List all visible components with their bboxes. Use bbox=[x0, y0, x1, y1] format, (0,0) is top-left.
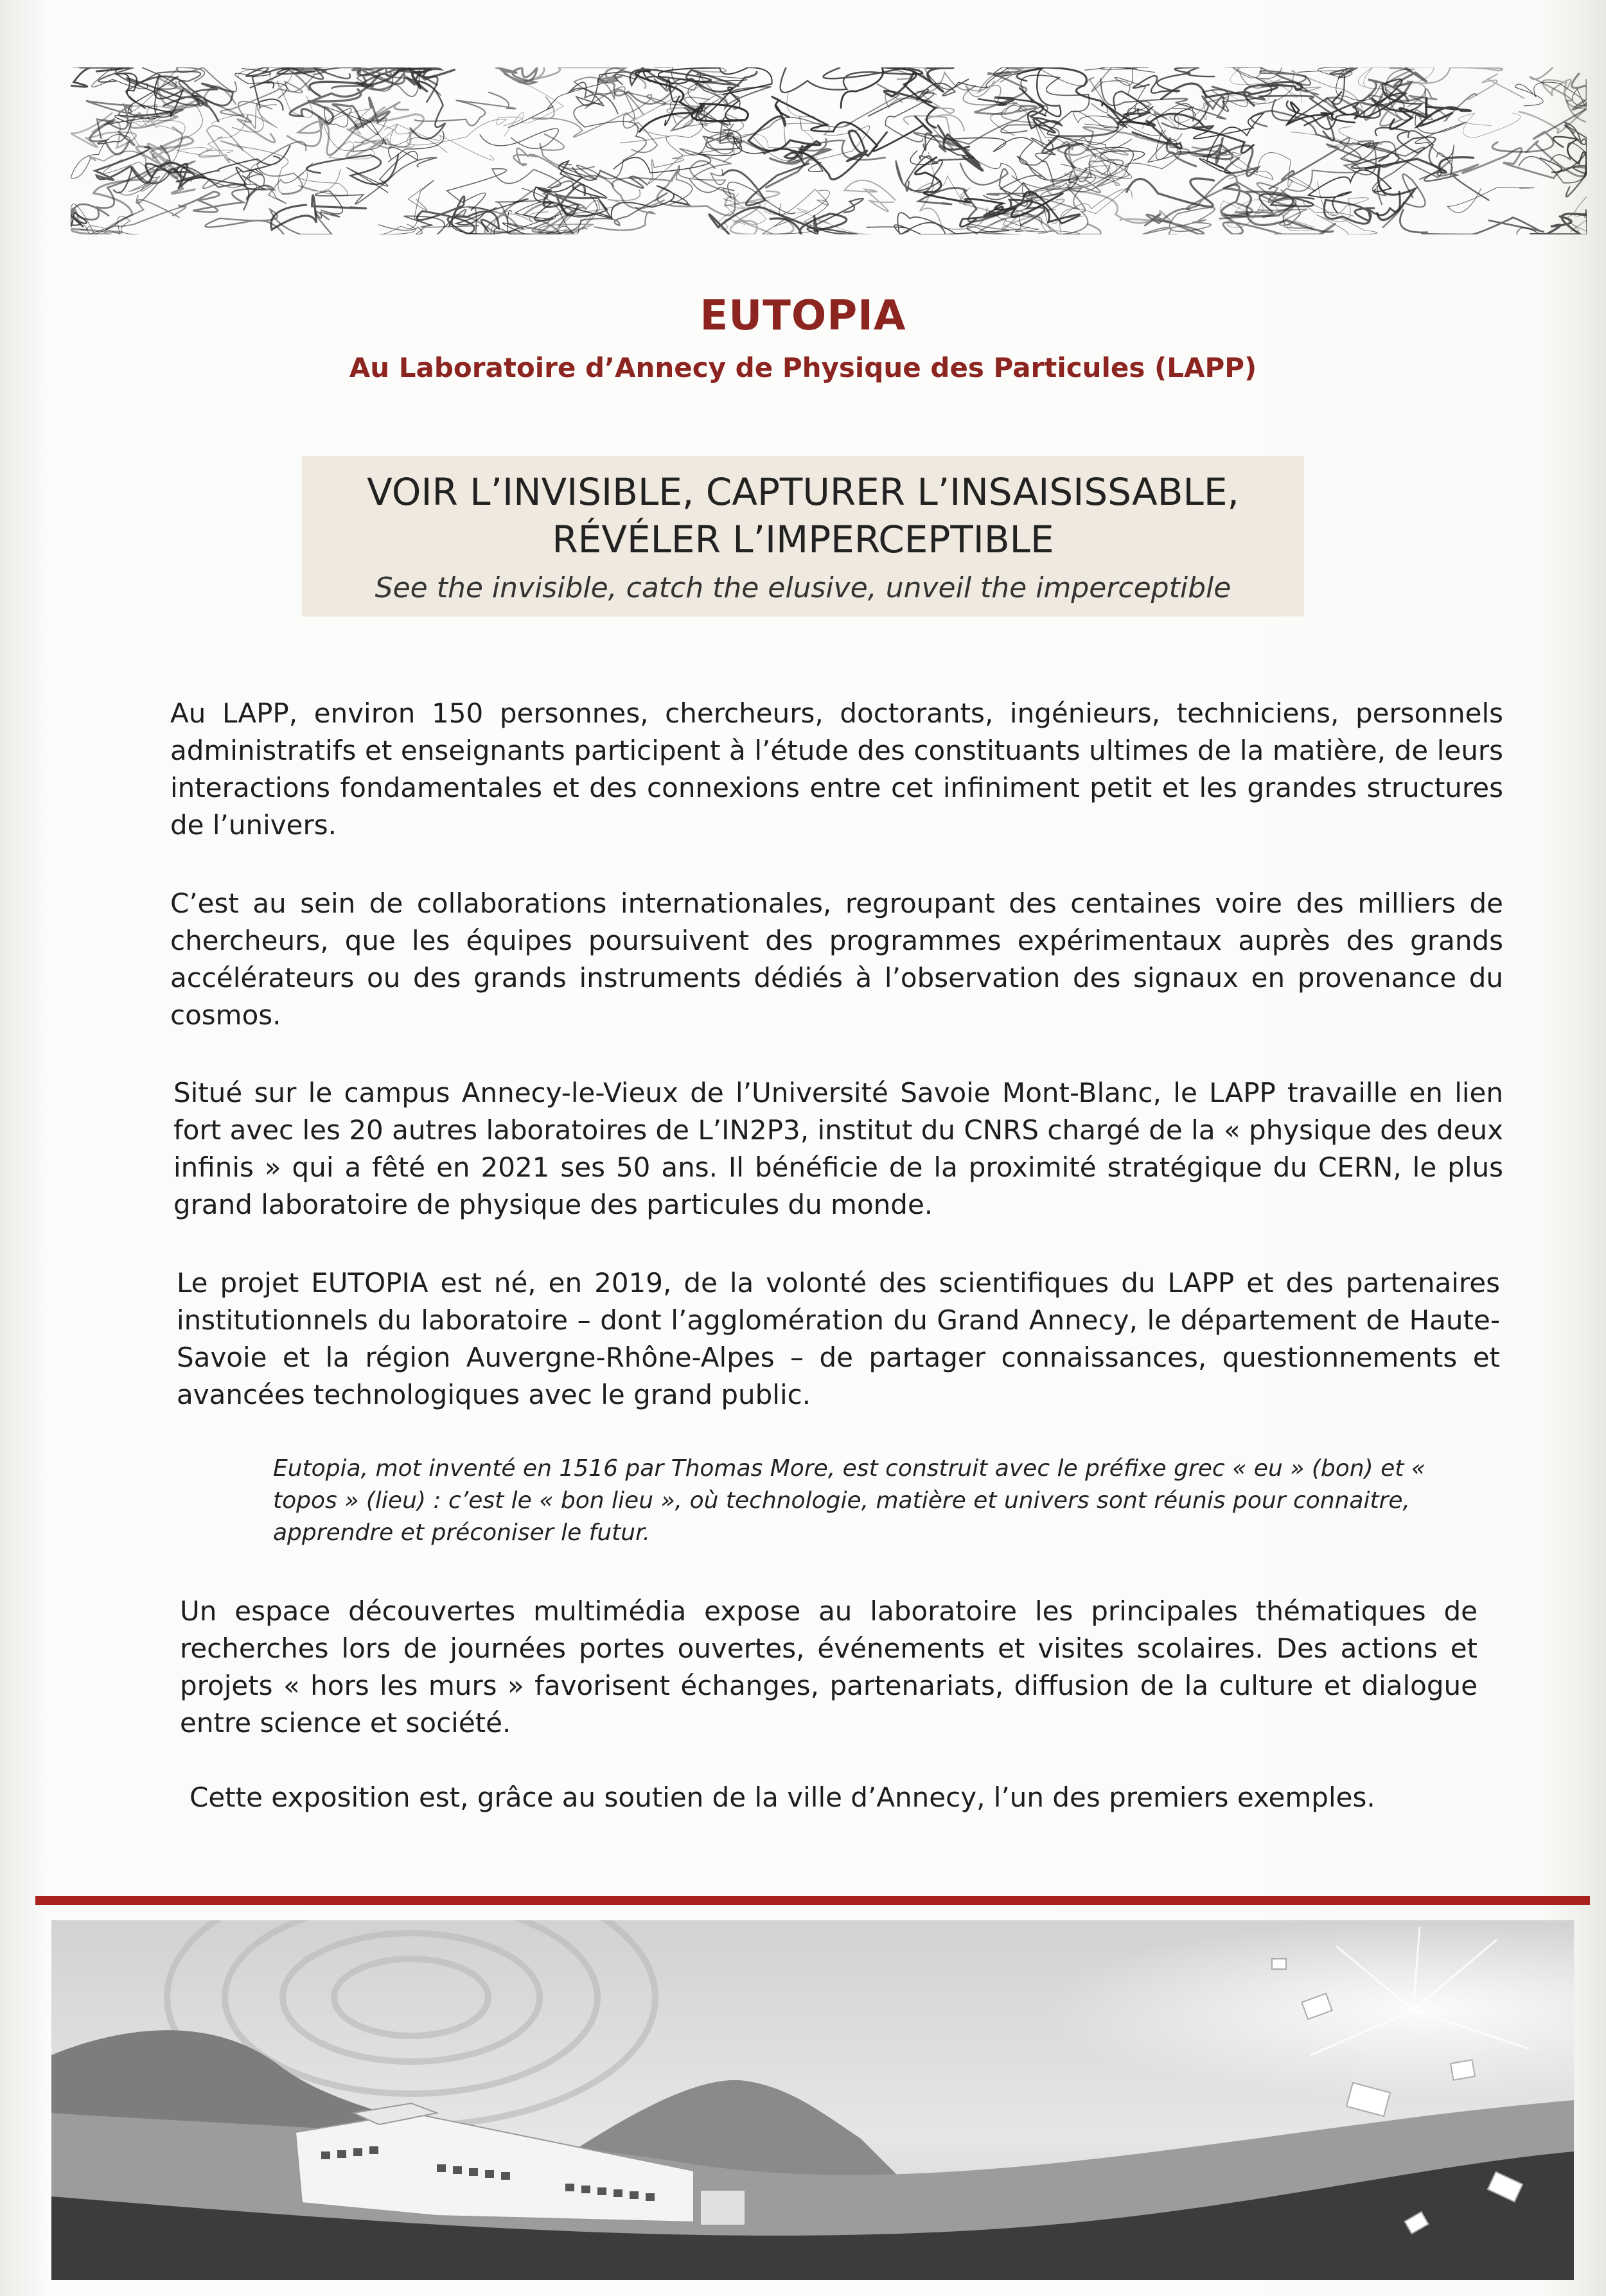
ink-stroke bbox=[1447, 188, 1534, 213]
ink-stroke bbox=[887, 67, 931, 82]
laboratory-landscape-illustration bbox=[51, 1920, 1574, 2280]
ink-stroke bbox=[395, 117, 522, 160]
paragraph-lapp-staff: Au LAPP, environ 150 personnes, chercheurs, doctorants, ingénieurs, techniciens, personnels administratifs et enseignants participent à l’étude des constituants ultimes de la matière, de leurs interactions fondamentales et des connexions entre cet infiniment petit et les grandes structures de l’univers. bbox=[170, 697, 1503, 841]
ink-stroke bbox=[1383, 174, 1425, 227]
motto-english: See the invisible, catch the elusive, unveil the imperceptible bbox=[375, 572, 1231, 604]
ink-stroke bbox=[670, 166, 726, 205]
ink-stroke bbox=[1458, 113, 1520, 137]
ink-stroke bbox=[1400, 210, 1543, 234]
ink-stroke bbox=[205, 209, 331, 234]
ink-stroke bbox=[509, 82, 608, 128]
ink-stroke bbox=[532, 87, 635, 137]
ink-stroke bbox=[978, 98, 1061, 133]
ink-stroke bbox=[1468, 74, 1524, 100]
paragraph-exhibition: Cette exposition est, grâce au soutien de la ville d’Annecy, l’un des premiers exemples. bbox=[190, 1782, 1375, 1813]
ink-stroke bbox=[1438, 141, 1587, 179]
ink-stroke bbox=[1001, 125, 1059, 186]
page-subtitle: Au Laboratoire d’Annecy de Physique des Particules (LAPP) bbox=[349, 352, 1257, 383]
paragraph-eutopia-project: Le projet EUTOPIA est né, en 2019, de la volonté des scientifiques du LAPP et des partenaires institutionnels du laboratoire – dont l’agglomération du Grand Annecy, le département de Haute-Savoie et la région Auvergne-Rhône-Alpes – de partager connaissances, questionnements et avancées technologiques avec le grand public. bbox=[177, 1267, 1500, 1410]
ink-stroke bbox=[177, 114, 247, 155]
page-title: EUTOPIA bbox=[700, 292, 906, 340]
red-divider-rule bbox=[35, 1896, 1590, 1905]
paragraph-collaborations: C’est au sein de collaborations internationales, regroupant des centaines voire des milliers de chercheurs, que les équipes poursuivent des programmes expérimentaux auprès des grands accélérateurs ou des grands instruments dédiés à l’observation des signaux en provenance du cosmos. bbox=[170, 888, 1503, 1031]
motto-line-1: VOIR L’INVISIBLE, CAPTURER L’INSAISISSABLE, bbox=[367, 470, 1239, 514]
motto-box bbox=[302, 456, 1304, 617]
ink-stroke bbox=[914, 183, 987, 229]
ink-stroke bbox=[496, 67, 537, 83]
paragraph-campus: Situé sur le campus Annecy-le-Vieux de l’Université Savoie Mont-Blanc, le LAPP travaille en lien fort avec les 20 autres laboratoires de L’IN2P3, institut du CNRS chargé de la « physique des deux infinis » qui a fêté en 2021 ses 50 ans. Il bénéficie de la proximité stratégique du CERN, le plus grand laboratoire de physique des particules du monde. bbox=[173, 1077, 1503, 1220]
eutopia-definition-quote: Eutopia, mot inventé en 1516 par Thomas More, est construit avec le préfixe grec « eu » (bon) et « topos » (lieu) : c’est le « bon lieu », où technologie, matière et univers sont réunis pour connaitre, apprendre et préconiser le futur. bbox=[273, 1455, 1426, 1546]
ink-stroke bbox=[672, 107, 764, 151]
ink-stroke bbox=[612, 161, 735, 215]
ink-stroke bbox=[869, 79, 969, 116]
ink-scribble-banner bbox=[71, 67, 1587, 234]
ink-stroke bbox=[1291, 127, 1382, 147]
ink-stroke bbox=[1366, 157, 1473, 220]
ink-stroke bbox=[561, 186, 690, 219]
paragraph-discovery-space: Un espace découvertes multimédia expose au laboratoire les principales thématiques de recherches lors de journées portes ouvertes, événements et visites scolaires. Des actions et projets « hors les murs » favorisent échanges, partenariats, diffusion de la culture et dialogue entre science et société. bbox=[180, 1595, 1478, 1739]
motto-line-2: RÉVÉLER L’IMPERCEPTIBLE bbox=[552, 518, 1054, 561]
ink-stroke bbox=[480, 128, 558, 148]
